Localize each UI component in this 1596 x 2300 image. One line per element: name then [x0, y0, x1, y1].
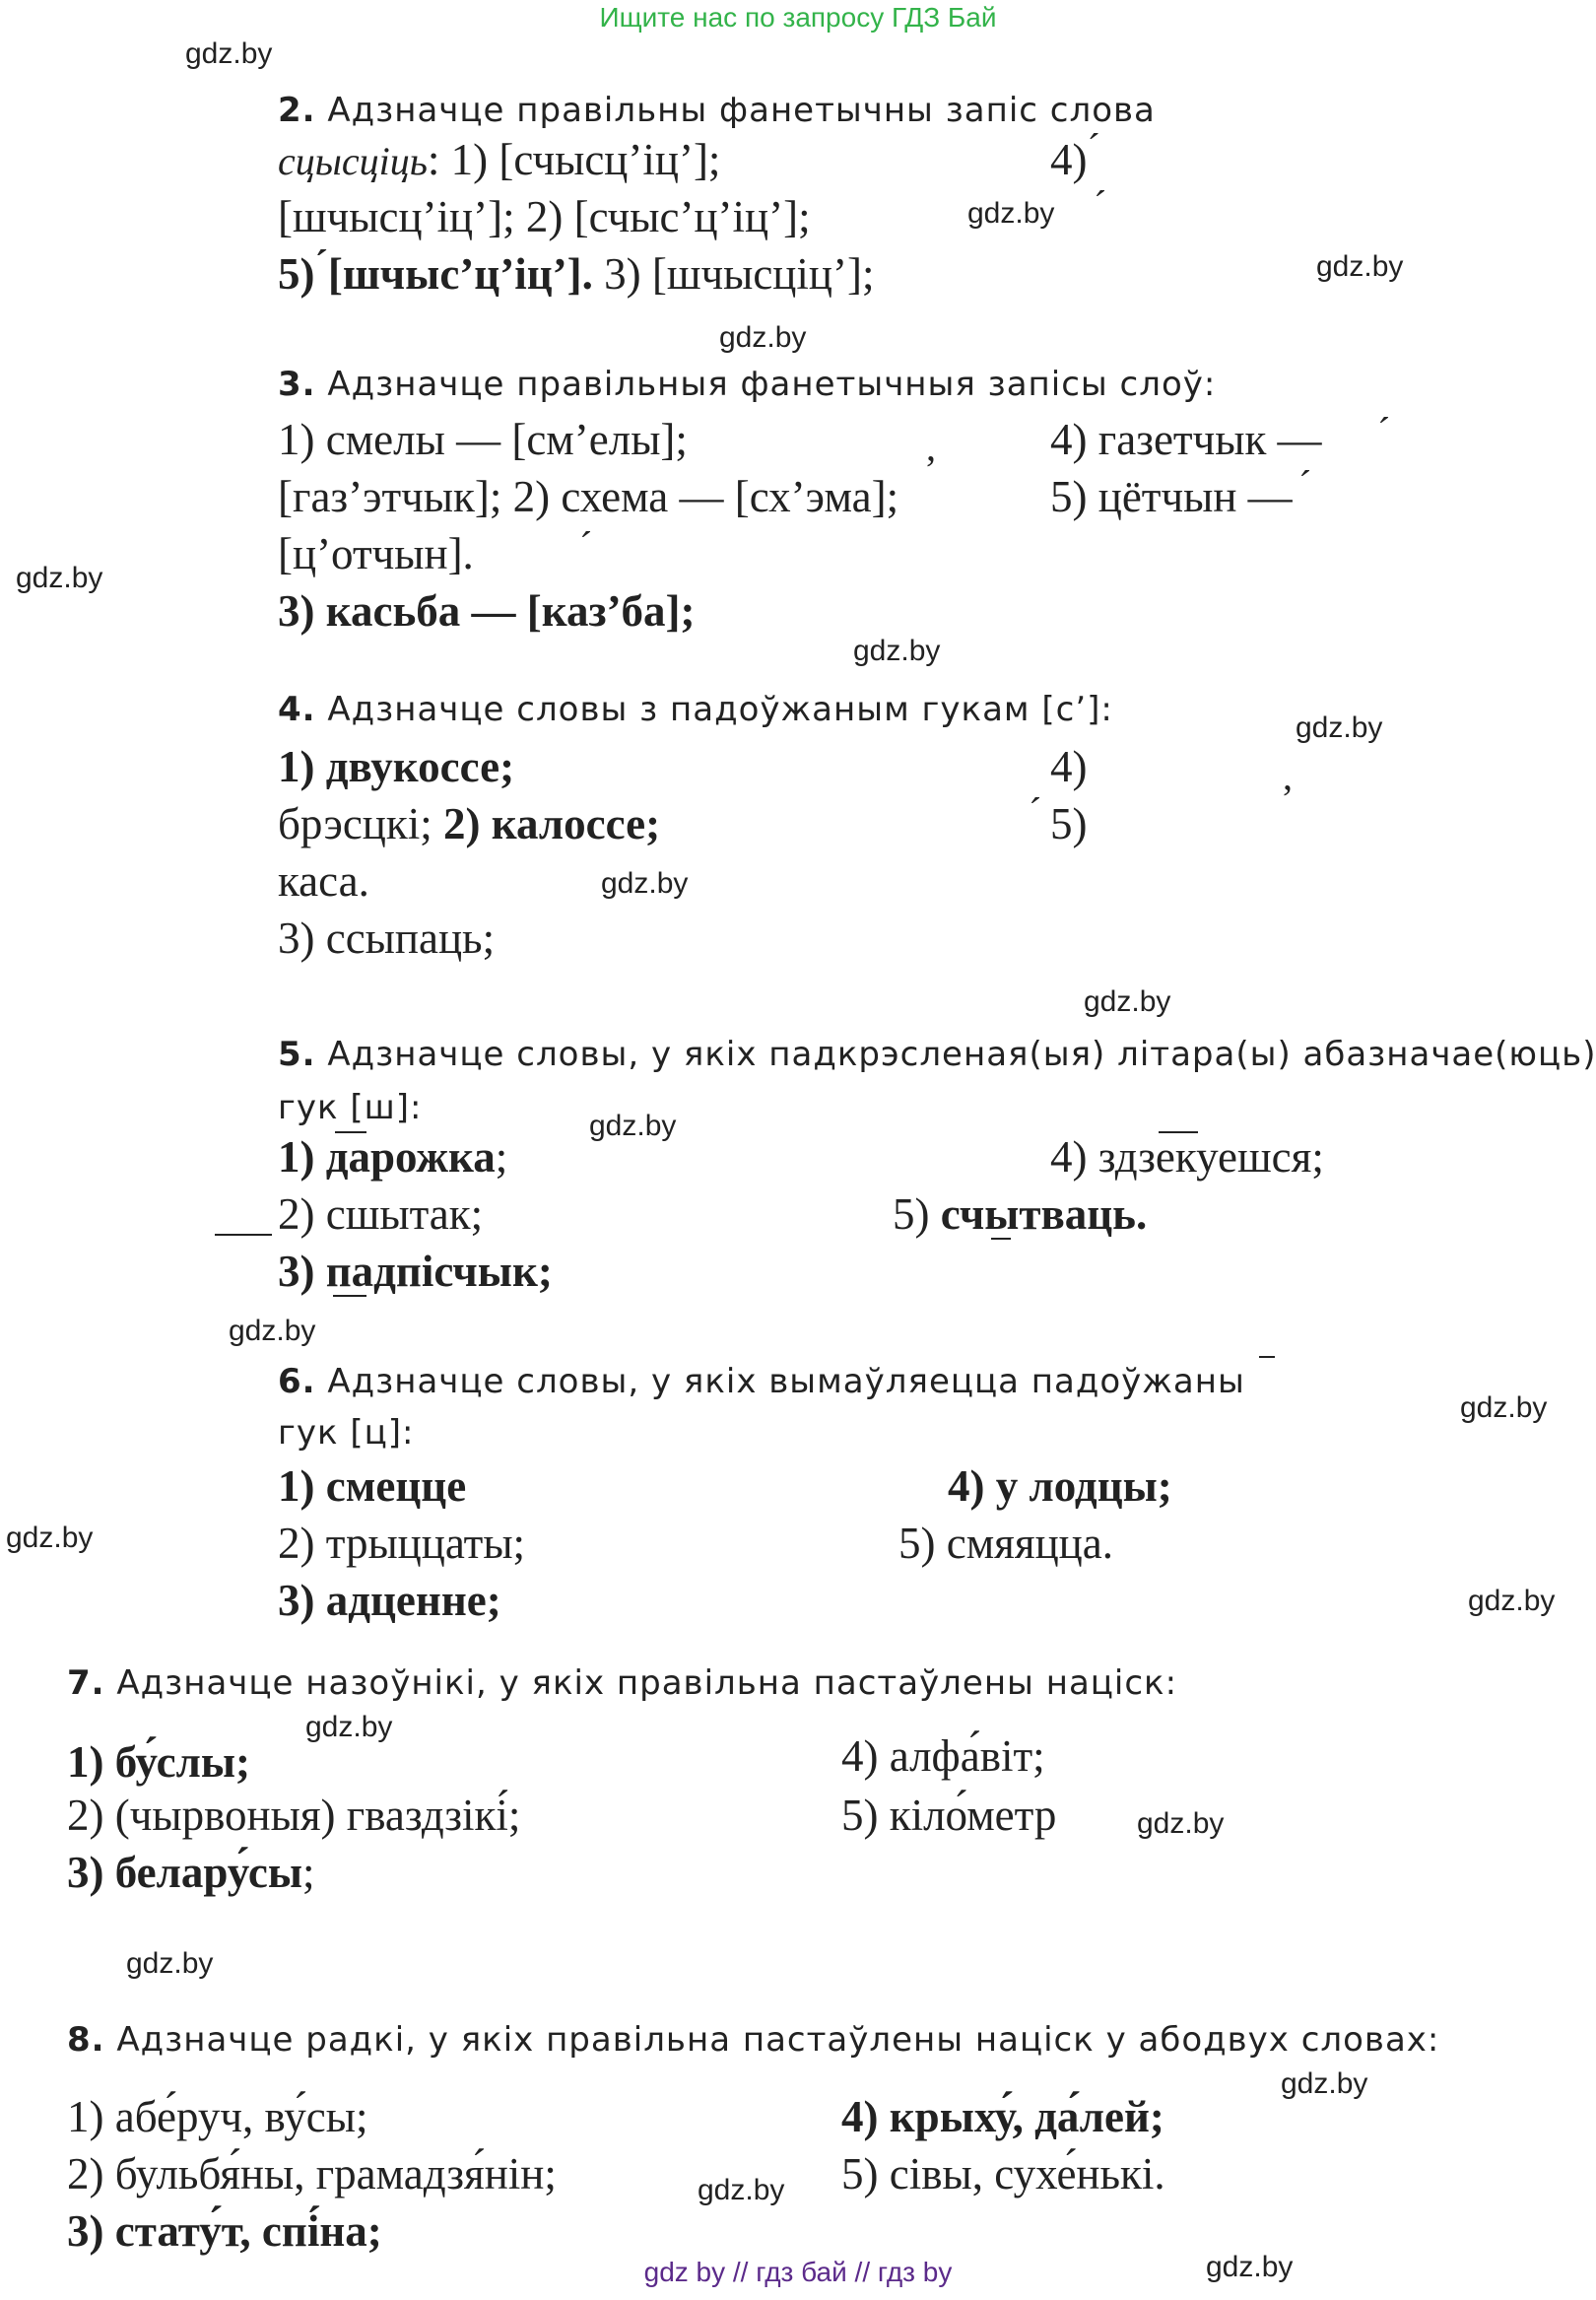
watermark: gdz.by [305, 1711, 393, 1743]
watermark: gdz.by [229, 1315, 316, 1347]
watermark: gdz.by [589, 1110, 677, 1142]
q6-option-3: 3) адценне; [278, 1576, 501, 1625]
q4-option-4: 4) [1050, 742, 1088, 791]
q4-option-3: 3) ссыпаць; [278, 913, 496, 963]
q5-option-3: 3) падпісчык; [278, 1247, 553, 1296]
q5-option-1: 1) дарожка; [278, 1132, 508, 1182]
q3-line-2: [газ’этчык]; 2) схема — [сх’эма]; [278, 472, 899, 521]
q5-option-4: 4) здзекуешся; [1050, 1132, 1324, 1182]
q5-option-5: 5) счытваць. [893, 1189, 1148, 1239]
q8-option-2: 2) бульбя́ны, грамадзя́нін; [67, 2149, 557, 2199]
q3-line-3: [ц’отчын]. [278, 529, 474, 578]
footer-links[interactable]: gdz by // гдз бай // гдз by [643, 2257, 953, 2287]
underline-mark [991, 1238, 1011, 1240]
watermark: gdz.by [719, 321, 807, 354]
stress-mark: ´ [579, 523, 593, 568]
watermark: gdz.by [853, 635, 941, 667]
q6-option-2: 2) трыццаты; [278, 1519, 526, 1568]
q4-option-1: 1) двукоссе; [278, 742, 515, 791]
question-6: 6. Адзначце словы, у якіх вымаўляецца падоўжаны [278, 1362, 1245, 1401]
q7-option-1: 1) бу́слы; [67, 1737, 250, 1787]
question-4: 4. Адзначце словы з падоўжаным гукам [с’]: [278, 690, 1113, 729]
question-6-sound: гук [ц]: [278, 1413, 415, 1453]
watermark: gdz.by [1296, 711, 1383, 744]
q2-line-1: сцысціць: 1) [счысц’іц’]; [278, 135, 721, 184]
question-5: 5. Адзначце словы, у якіх падкрэсленая(ыя) літара(ы) абазначае(юць) [278, 1035, 1596, 1074]
question-2: 2. Адзначце правільны фанетычны запіс слова [278, 91, 1156, 130]
stress-mark: ´ [1094, 182, 1107, 227]
search-banner[interactable]: Ищите нас по запросу ГДЗ Бай [599, 2, 997, 33]
q6-option-5: 5) смяяцца. [898, 1519, 1113, 1568]
q7-option-4: 4) алфа́віт; [841, 1731, 1045, 1781]
underline-mark [335, 1131, 366, 1133]
q3-option-3: 3) касьба — [каз’ба]; [278, 586, 696, 636]
q3-option-5: 5) цётчын — [1050, 472, 1293, 521]
q4-line-2: брэсцкі; 2) калоссе; [278, 799, 661, 848]
q7-option-2: 2) (чырвоныя) гваздзікі́; [67, 1791, 521, 1840]
watermark: gdz.by [698, 2174, 785, 2206]
watermark: gdz.by [967, 197, 1055, 230]
stress-mark: ´ [1298, 462, 1312, 507]
q8-option-4: 4) крыху́, да́лей; [841, 2092, 1164, 2141]
stress-mark: , [1283, 754, 1293, 798]
q2-option-4: 4)´ [1050, 125, 1100, 184]
watermark: gdz.by [1137, 1807, 1225, 1840]
q2-line-3: 5)´[шчыс’ц’іц’]. 3) [шчысціц’]; [278, 241, 875, 299]
watermark: gdz.by [601, 867, 689, 900]
question-8: 8. Адзначце радкі, у якіх правільна пастаўлены націск у абодвух словах: [67, 2020, 1440, 2060]
watermark: gdz.by [185, 37, 273, 70]
watermark: gdz.by [1316, 250, 1404, 283]
q6-option-1: 1) смецце [278, 1461, 467, 1511]
q4-option-5: 5) [1050, 799, 1088, 848]
underline-mark [1159, 1131, 1198, 1133]
watermark: gdz.by [6, 1522, 94, 1554]
question-3: 3. Адзначце правільныя фанетычныя запісы слоў: [278, 365, 1217, 404]
q8-option-3: 3) стату́т, спі́на; [67, 2206, 382, 2256]
watermark: gdz.by [1460, 1391, 1548, 1424]
question-7: 7. Адзначце назоўнікі, у якіх правільна пастаўлены націск: [67, 1663, 1178, 1703]
stress-mark: ´ [1377, 409, 1391, 453]
q8-option-5: 5) сівы, сухе́нькі. [841, 2149, 1165, 2199]
watermark: gdz.by [126, 1947, 214, 1980]
q6-option-4: 4) у лодцы; [948, 1461, 1172, 1511]
underline-mark [333, 1295, 366, 1297]
watermark: gdz.by [16, 562, 103, 594]
q3-option-4: 4) газетчык — [1050, 415, 1322, 464]
watermark: gdz.by [1281, 2067, 1368, 2100]
question-5-sound: гук [ш]: [278, 1088, 423, 1127]
stress-mark: ´ [1029, 789, 1042, 834]
q2-line-2: [шчысц’іц’]; 2) [счыс’ц’іц’]; [278, 192, 811, 241]
q7-option-3: 3) белару́сы; [67, 1848, 315, 1897]
watermark: gdz.by [1206, 2251, 1294, 2283]
watermark: gdz.by [1468, 1585, 1556, 1617]
q5-option-2: 2) сшытак; [278, 1189, 484, 1239]
underline-mark [215, 1234, 272, 1236]
q8-option-1: 1) абе́руч, ву́сы; [67, 2092, 368, 2141]
stress-mark: , [926, 425, 936, 469]
q3-option-1: 1) смелы — [см’елы]; [278, 415, 688, 464]
underline-mark [1259, 1356, 1275, 1358]
q4-line-3: каса. [278, 856, 369, 906]
watermark: gdz.by [1084, 985, 1171, 1018]
q7-option-5: 5) кіло́метр [841, 1791, 1057, 1840]
